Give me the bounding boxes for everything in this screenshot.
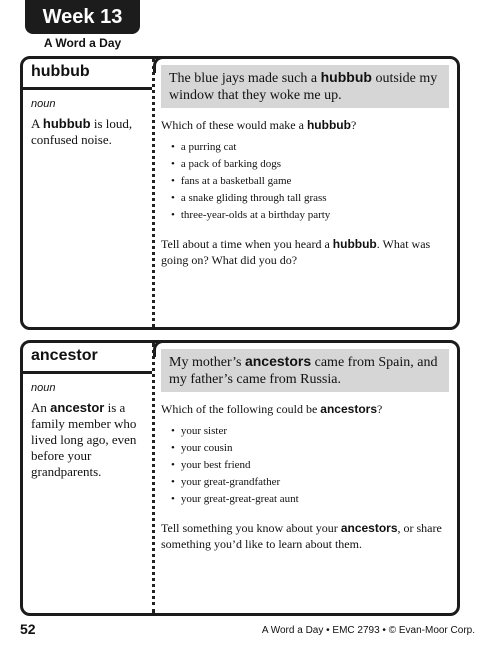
sentence-keyword: ancestors bbox=[244, 353, 312, 369]
activity-panel bbox=[161, 349, 449, 552]
footer-credit: A Word a Day • EMC 2793 • © Evan-Moor Corp. bbox=[261, 625, 475, 636]
prompt-text: Tell something you know about your bbox=[161, 521, 341, 535]
definition-text: is loud, confused noise. bbox=[31, 116, 133, 147]
prompt-keyword: hubbub bbox=[332, 237, 377, 251]
option-item: • your great-grandfather bbox=[171, 474, 449, 491]
option-item: • fans at a basketball game bbox=[171, 173, 449, 190]
option-item: • a pack of barking dogs bbox=[171, 156, 449, 173]
sentence-keyword: hubbub bbox=[320, 69, 372, 85]
example-sentence bbox=[161, 65, 449, 108]
part-of-speech: noun bbox=[31, 382, 56, 394]
example-sentence bbox=[161, 349, 449, 392]
word-panel bbox=[23, 343, 155, 613]
sentence-text: My mother’s bbox=[169, 355, 245, 370]
option-item: • your great-great-great aunt bbox=[171, 491, 449, 508]
activity-panel bbox=[161, 65, 449, 268]
prompt-keyword: ancestors bbox=[340, 521, 398, 535]
vocab-word: hubbub bbox=[23, 63, 152, 90]
week-label: Week 13 bbox=[42, 6, 123, 28]
page-number: 52 bbox=[20, 621, 36, 637]
definition-text: An bbox=[31, 400, 51, 415]
question-keyword: ancestors bbox=[320, 402, 377, 416]
option-item: • your cousin bbox=[171, 440, 449, 457]
definition-text: A bbox=[31, 116, 43, 131]
vocab-word: ancestor bbox=[23, 347, 152, 374]
writing-prompt bbox=[161, 520, 449, 552]
definition bbox=[31, 400, 144, 480]
prompt-text: , or share something you’d like to learn about them. bbox=[161, 521, 442, 551]
sentence-text: came from Spain, and my father’s came from Russia. bbox=[169, 355, 438, 387]
prompt-text: . What was going on? What did you do? bbox=[161, 237, 431, 267]
option-item: • your best friend bbox=[171, 457, 449, 474]
word-card-hubbub bbox=[20, 56, 460, 330]
option-item: • a snake gliding through tall grass bbox=[171, 190, 449, 207]
question bbox=[161, 402, 449, 417]
option-item: • a purring cat bbox=[171, 139, 449, 156]
option-item: • three-year-olds at a birthday party bbox=[171, 207, 449, 224]
option-list bbox=[161, 139, 449, 224]
week-tab bbox=[25, 0, 140, 34]
question bbox=[161, 118, 449, 133]
option-item: • your sister bbox=[171, 423, 449, 440]
definition bbox=[31, 116, 144, 148]
sentence-text: The blue jays made such a bbox=[169, 71, 321, 86]
definition-keyword: hubbub bbox=[42, 116, 91, 131]
word-card-ancestor bbox=[20, 340, 460, 616]
book-subtitle: A Word a Day bbox=[43, 36, 122, 50]
question-text: ? bbox=[350, 118, 357, 132]
definition-text: is a family member who lived long ago, even before your grandparents. bbox=[31, 400, 137, 479]
word-panel bbox=[23, 59, 155, 327]
definition-keyword: ancestor bbox=[50, 400, 105, 415]
question-text: Which of the following could be bbox=[161, 402, 321, 416]
question-text: ? bbox=[377, 402, 383, 416]
part-of-speech: noun bbox=[31, 98, 56, 110]
question-text: Which of these would make a bbox=[161, 118, 307, 132]
option-list bbox=[161, 423, 449, 508]
writing-prompt bbox=[161, 236, 449, 268]
prompt-text: Tell about a time when you heard a bbox=[161, 237, 333, 251]
question-keyword: hubbub bbox=[306, 118, 351, 132]
sentence-text: outside my window that they woke me up. bbox=[169, 71, 438, 103]
